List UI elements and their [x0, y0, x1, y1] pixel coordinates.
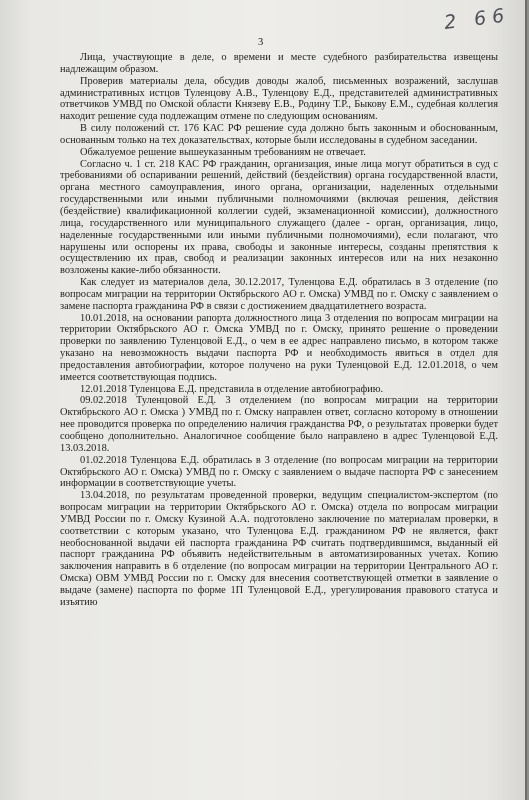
- paragraph-facts-01-02: 01.02.2018 Туленцова Е.Д. обратилась в 3 отделение (по вопросам миграции на территории Октябрьского АО г. Омска) УМВД по г. Омску с заявлением о выдаче паспорта РФ с занесением информации в соответствующие учеты.: [60, 454, 498, 490]
- paragraph-law-176: В силу положений ст. 176 КАС РФ решение суда должно быть законным и обоснованным, основанным только на тех доказательствах, которые были исследованы в судебном заседании.: [60, 123, 498, 146]
- paragraph-law-218: Согласно ч. 1 ст. 218 КАС РФ гражданин, организация, иные лица могут обратиться в суд с требованиями об оспаривании решений, действий (бездействия) органа государственной власти, органа местного самоуправления, иного органа, организации, наделенных отдельными государственными или иными публичными полномочиями (включая решения, действия (бездействие) квалификационной коллегии судей, экзаменационной комиссии), должностного лица, государственного или муниципального служащего (далее - орган, организация, лицо, наделенные государственными или иными публичными полномочиями), если полагают, что нарушены или оспорены их права, свободы и законные интересы, созданы препятствия к осуществлению их прав, свобод и реализации законных интересов или на них незаконно возложены какие-либо обязанности.: [60, 158, 498, 277]
- handwritten-page-mark: 2 66: [442, 4, 512, 34]
- paragraph-conclusion: Обжалуемое решение вышеуказанным требованиям не отвечает.: [80, 146, 366, 158]
- paragraph-facts-09-02: 09.02.2018 Туленцовой Е.Д. 3 отделением (по вопросам миграции на территории Октябрьского АО г. Омска ) УМВД по г. Омску направлен ответ, согласно которому в отношении нее проводится проверка по определению наличия гражданства РФ, о результатах проверки будет сообщено дополнительно. Аналогичное сообщение было направлено в адрес Туленцовой Е.Д. 13.03.2018.: [60, 395, 498, 454]
- paragraph-facts-13-04: 13.04.2018, по результатам проведенной проверки, ведущим специалистом-экспертом (по вопросам миграции на территории Октябрьского АО г. Омска) отдела по вопросам миграции УМВД России по г. Омску Кузиной А.А. подготовлено заключение по материалам проверки, в соответствии с которым указано, что Туленцова Е.Д. гражданином РФ не является, факт необоснованной выдачи ей паспорта гражданина РФ считать подтвердившимся, выданный ей паспорт гражданина РФ объявить недействительным в автоматизированных учетах. Копию заключения направить в 6 отделение (по вопросам миграции на территории Центрального АО г. Омска) ОВМ УМВД России по г. Омску для внесения соответствующей отметки в заявление о выдаче (замене) паспорта по форме 1П Туленцовой Е.Д., урегулирования правового статуса и изъятию: [60, 490, 498, 608]
- paragraph-notice: Лица, участвующие в деле, о времени и месте судебного разбирательства извещены надлежащим образом.: [60, 52, 498, 75]
- document-body: [60, 52, 498, 609]
- paragraph-review: Проверив материалы дела, обсудив доводы жалоб, письменных возражений, заслушав административных истцов Туленцову А.В., Туленцову Е.Д., представителей административных ответчиков УМВД по Омской области Князеву Е.В., Родину Т.Р., Быкову Е.М., судебная коллегия находит решение суда подлежащим отмене по следующим основаниям.: [60, 75, 498, 123]
- page-number: 3: [258, 37, 264, 48]
- paragraph-facts-10-01: 10.01.2018, на основании рапорта должностного лица 3 отделения по вопросам миграции на территории Октябрьского АО г. Омска УМВД по г. Омску, принято решение о проведении проверки по заявлению Туленцовой Е.Д., о чем в ее адрес направлено письмо, в котором также указано на невозможность выдачи паспорта РФ и необходимость явиться в отдел для предоставления автобиографии, которое получено на руки Туленцовой Е.Д. 12.01.2018, о чем имеется соответствующая подпись.: [60, 312, 498, 383]
- paragraph-facts-12-01: 12.01.2018 Туленцова Е.Д. представила в отделение автобиографию.: [80, 383, 384, 395]
- page-edge-shadow: [525, 0, 527, 800]
- paragraph-facts-2017: Как следует из материалов дела, 30.12.2017, Туленцова Е.Д. обратилась в 3 отделение (по вопросам миграции на территории Октябрьского АО г. Омска) УМВД по г. Омску с заявлением о замене паспорта гражданина РФ в связи с достижением двадцатилетнего возраста.: [60, 277, 498, 312]
